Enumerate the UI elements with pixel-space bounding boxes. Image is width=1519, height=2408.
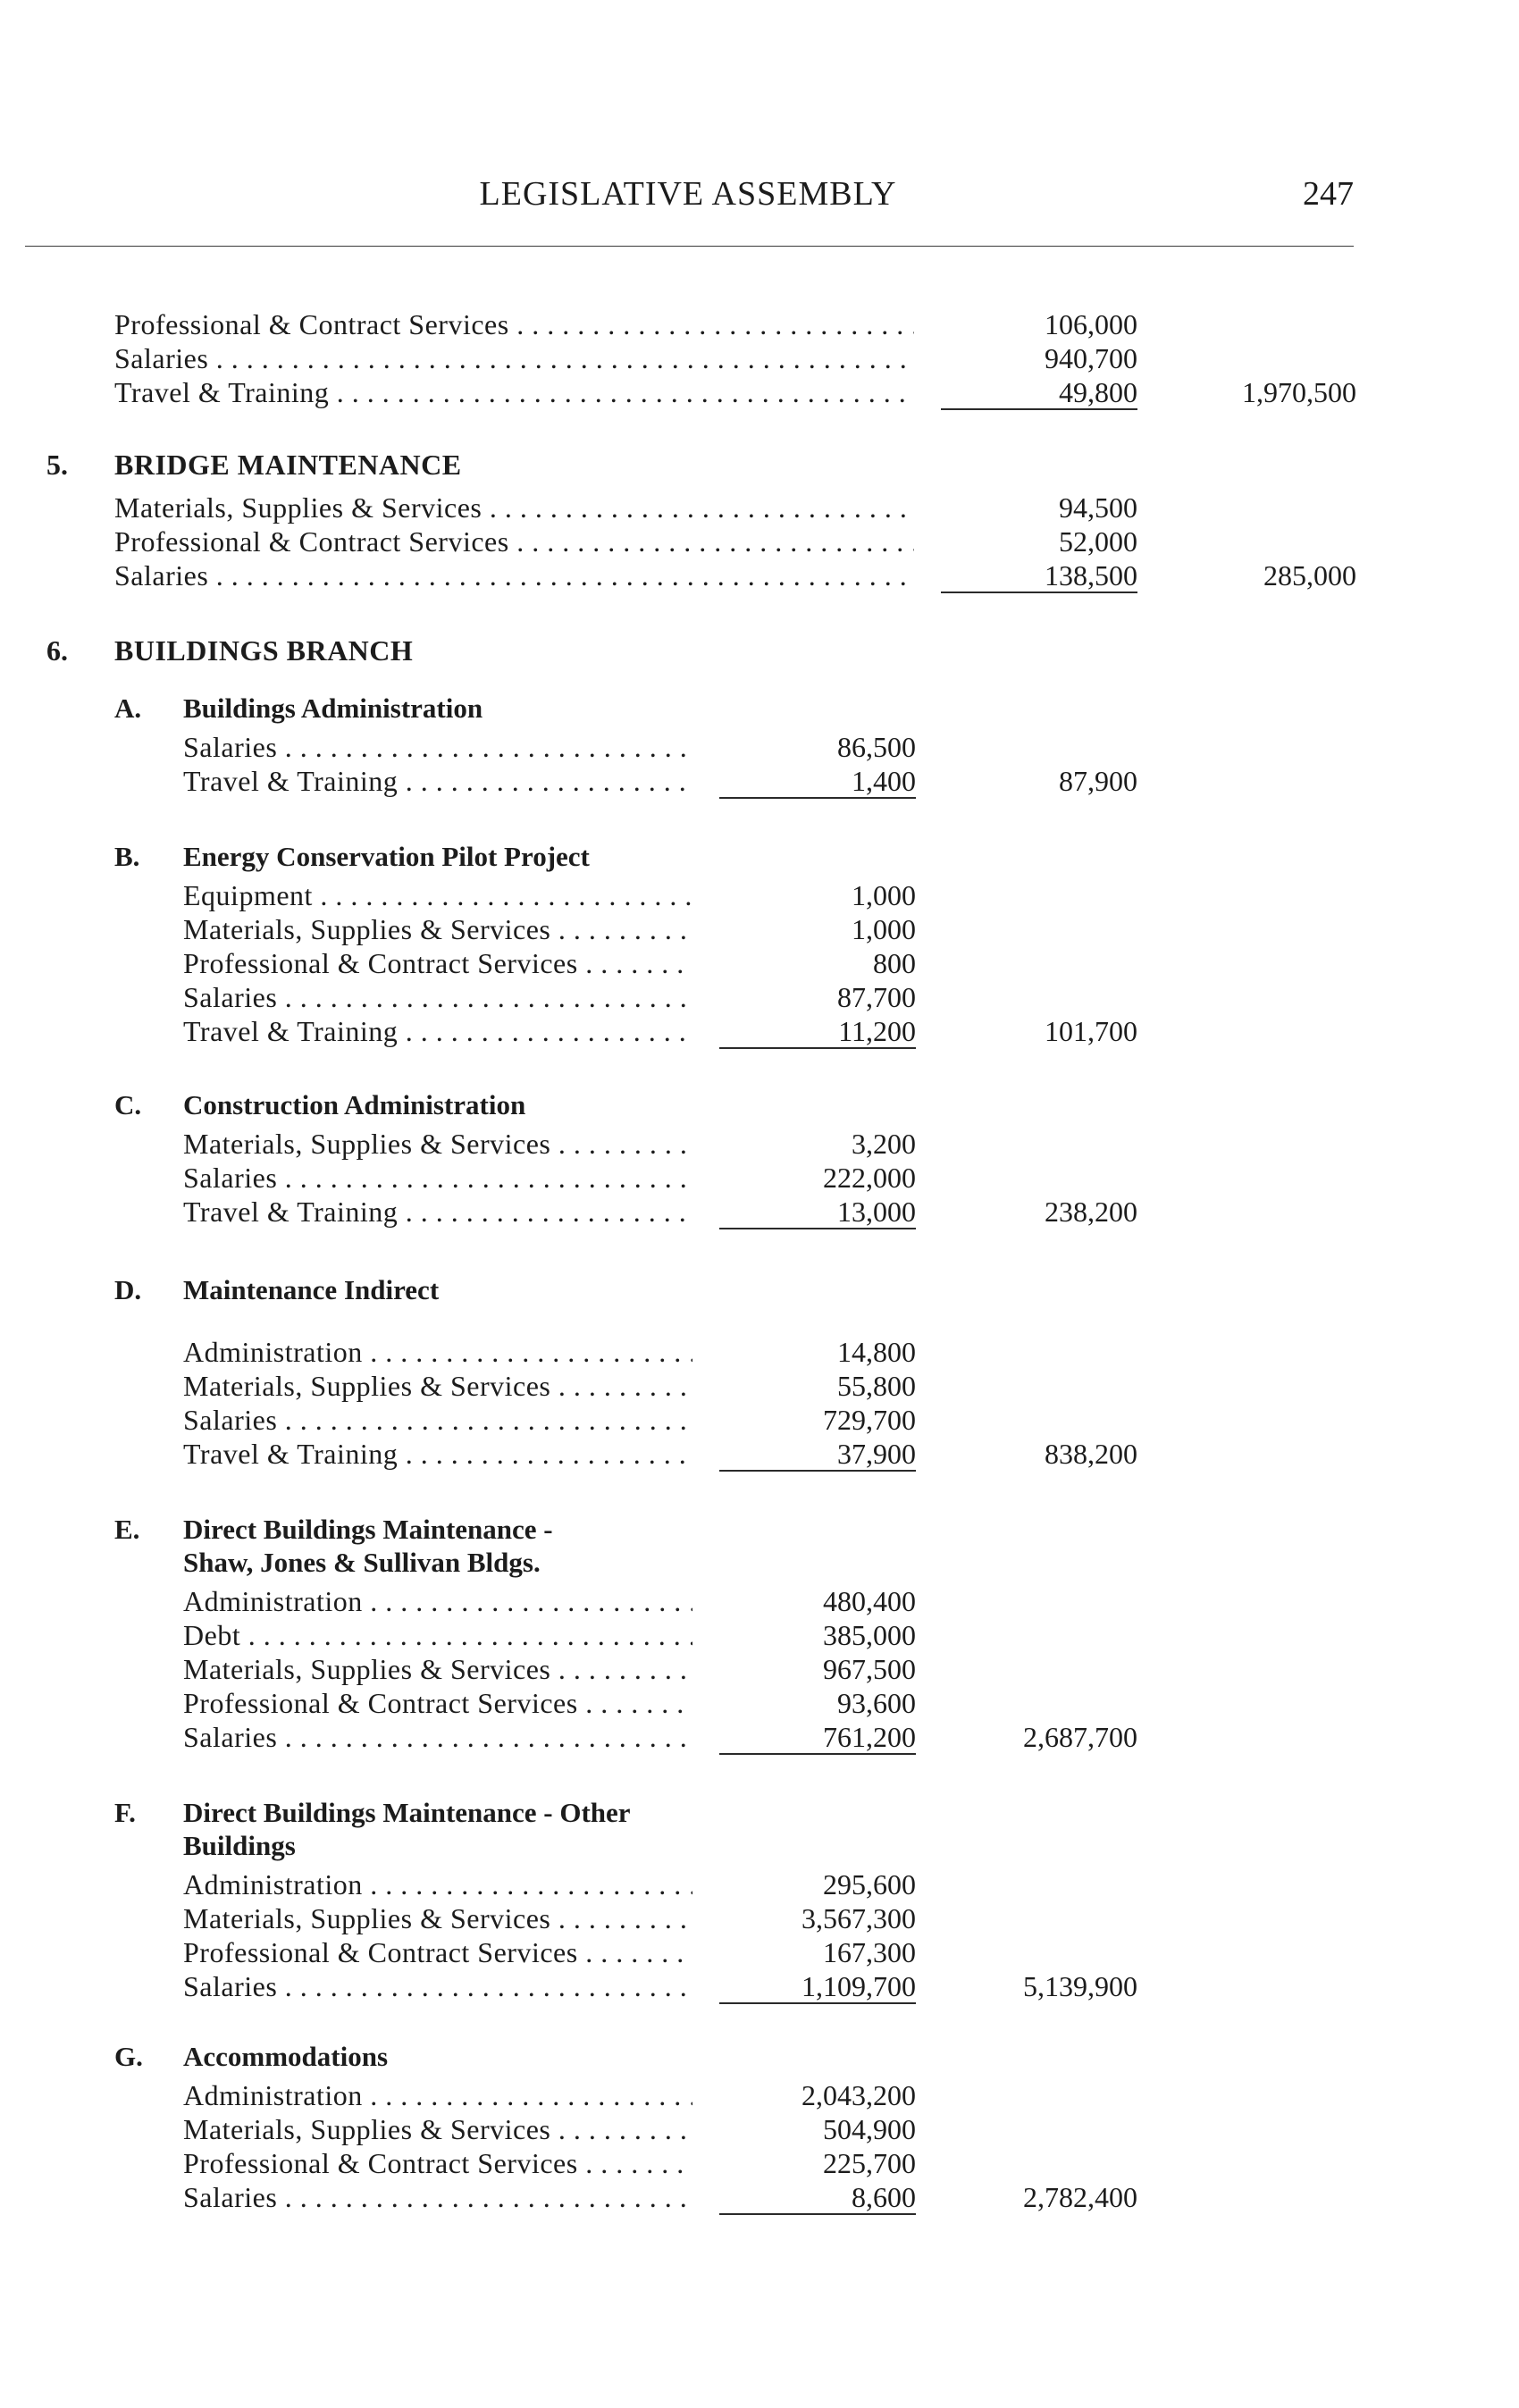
- line-item-label: Materials, Supplies & Services . . .: [183, 913, 692, 945]
- line-item-label: Salaries . . .: [114, 342, 914, 374]
- subsection-letter: B.: [114, 841, 140, 872]
- line-item: [0, 1370, 1519, 1402]
- subsection-letter: F.: [114, 1797, 136, 1828]
- line-item-label: Materials, Supplies & Services . . .: [183, 2113, 692, 2145]
- line-item-amount: 106,000: [1045, 308, 1137, 340]
- line-item: [0, 342, 1519, 374]
- line-item: [0, 525, 1519, 558]
- line-item-label: Professional & Contract Services . . .: [183, 1936, 692, 1968]
- line-item-amount: 940,700: [1045, 342, 1137, 374]
- line-item: [0, 879, 1519, 911]
- line-item-label: Travel & Training . . .: [183, 1196, 692, 1228]
- line-item-amount: 504,900: [823, 2113, 916, 2145]
- line-item-amount: 52,000: [1059, 525, 1137, 558]
- line-item-amount: 967,500: [823, 1653, 916, 1685]
- subsection-letter: C.: [114, 1089, 142, 1120]
- line-item: [0, 1687, 1519, 1719]
- line-item-amount: 49,800: [941, 376, 1137, 410]
- line-item: [0, 2181, 1519, 2213]
- line-item-amount: 94,500: [1059, 491, 1137, 524]
- line-item-amount: 225,700: [823, 2147, 916, 2179]
- line-item-amount: 1,000: [852, 913, 916, 945]
- subsection-heading: Accommodations: [183, 2041, 389, 2072]
- line-item-amount: 729,700: [823, 1404, 916, 1436]
- line-item: [0, 731, 1519, 763]
- line-item-label: Administration . . .: [183, 2079, 692, 2111]
- line-item-label: Salaries . . .: [183, 731, 692, 763]
- line-item-label: Salaries . . .: [183, 1404, 692, 1436]
- line-item-amount: 87,700: [837, 981, 916, 1013]
- line-item-label: Materials, Supplies & Services . . .: [183, 1902, 692, 1934]
- line-item-label: Debt . . .: [183, 1619, 692, 1651]
- line-item-label: Professional & Contract Services . . .: [183, 1687, 692, 1719]
- line-item: [0, 1162, 1519, 1194]
- line-item-label: Travel & Training . . .: [183, 765, 692, 797]
- page-number: 247: [1303, 175, 1354, 213]
- line-item: [0, 1196, 1519, 1228]
- subsection-total: 238,200: [1045, 1196, 1137, 1228]
- subsection-total: 101,700: [1045, 1015, 1137, 1047]
- header-rule: [25, 246, 1354, 247]
- line-item-amount: 3,200: [852, 1128, 916, 1160]
- line-item: [0, 559, 1519, 592]
- line-item-amount: 86,500: [837, 731, 916, 763]
- line-item: [0, 1336, 1519, 1368]
- line-item-label: Travel & Training . . .: [183, 1438, 692, 1470]
- subsection-heading: Buildings Administration: [183, 692, 483, 724]
- line-item-label: Equipment . . .: [183, 879, 692, 911]
- line-item-label: Travel & Training . . .: [183, 1015, 692, 1047]
- line-item: [0, 2113, 1519, 2145]
- line-item-amount: 800: [873, 947, 916, 979]
- line-item: [0, 1902, 1519, 1934]
- subsection-heading: [183, 1796, 701, 1862]
- line-item: [0, 1619, 1519, 1651]
- line-item-amount: 2,043,200: [801, 2079, 916, 2111]
- section-heading: BUILDINGS BRANCH: [114, 634, 414, 667]
- line-item-amount: 480,400: [823, 1585, 916, 1617]
- line-item: [0, 1721, 1519, 1753]
- line-item-amount: 13,000: [719, 1196, 916, 1229]
- subsection-letter: E.: [114, 1514, 140, 1545]
- line-item-amount: 37,900: [719, 1438, 916, 1472]
- line-item: [0, 1128, 1519, 1160]
- line-item-label: Materials, Supplies & Services . . .: [114, 491, 914, 524]
- line-item-label: Professional & Contract Services . . .: [183, 947, 692, 979]
- line-item-amount: 8,600: [719, 2181, 916, 2215]
- line-item-label: Salaries . . .: [114, 559, 914, 592]
- line-item-amount: 167,300: [823, 1936, 916, 1968]
- subsection-heading: [183, 1513, 701, 1579]
- subsection-heading-line: Direct Buildings Maintenance -: [183, 1514, 553, 1545]
- line-item-amount: 761,200: [719, 1721, 916, 1755]
- line-item: [0, 981, 1519, 1013]
- subsection-letter: A.: [114, 692, 142, 724]
- section-number: 6.: [46, 634, 68, 667]
- line-item: [0, 1585, 1519, 1617]
- subsection-total: 5,139,900: [1023, 1970, 1137, 2002]
- line-item: [0, 376, 1519, 408]
- subsection-heading: Maintenance Indirect: [183, 1274, 440, 1305]
- subsection-heading-line: Direct Buildings Maintenance - Other: [183, 1797, 631, 1828]
- section-heading: BRIDGE MAINTENANCE: [114, 449, 462, 481]
- subsection-total: 838,200: [1045, 1438, 1137, 1470]
- line-item-amount: 3,567,300: [801, 1902, 916, 1934]
- line-item: [0, 1970, 1519, 2002]
- line-item-label: Administration . . .: [183, 1336, 692, 1368]
- subsection-total: 87,900: [1059, 765, 1137, 797]
- line-item-amount: 55,800: [837, 1370, 916, 1402]
- line-item-amount: 1,000: [852, 879, 916, 911]
- line-item: [0, 1438, 1519, 1470]
- line-item: [0, 1653, 1519, 1685]
- line-item-amount: 295,600: [823, 1868, 916, 1900]
- line-item: [0, 2079, 1519, 2111]
- page-title: LEGISLATIVE ASSEMBLY: [479, 175, 897, 213]
- line-item-amount: 93,600: [837, 1687, 916, 1719]
- subsection-heading-line: Shaw, Jones & Sullivan Bldgs.: [183, 1547, 541, 1578]
- line-item-label: Professional & Contract Services . . .: [183, 2147, 692, 2179]
- subsection-heading: Energy Conservation Pilot Project: [183, 841, 590, 872]
- line-item-amount: 385,000: [823, 1619, 916, 1651]
- section-number: 5.: [46, 449, 68, 481]
- line-item-label: Administration . . .: [183, 1585, 692, 1617]
- line-item-label: Professional & Contract Services . . .: [114, 308, 914, 340]
- line-item: [0, 913, 1519, 945]
- line-item-label: Salaries . . .: [183, 2181, 692, 2213]
- line-item-amount: 14,800: [837, 1336, 916, 1368]
- line-item-label: Salaries . . .: [183, 1162, 692, 1194]
- line-item-label: Materials, Supplies & Services . . .: [183, 1370, 692, 1402]
- line-item-amount: 1,109,700: [719, 1970, 916, 2004]
- line-item-amount: 11,200: [719, 1015, 916, 1049]
- line-item: [0, 1015, 1519, 1047]
- subsection-letter: D.: [114, 1274, 142, 1305]
- line-item: [0, 765, 1519, 797]
- subsection-letter: G.: [114, 2041, 143, 2072]
- subsection-heading-line: Buildings: [183, 1830, 296, 1861]
- line-item: [0, 2147, 1519, 2179]
- line-item-label: Administration . . .: [183, 1868, 692, 1900]
- line-item-amount: 222,000: [823, 1162, 916, 1194]
- section-total: 285,000: [1263, 559, 1356, 592]
- line-item-label: Salaries . . .: [183, 981, 692, 1013]
- line-item: [0, 1404, 1519, 1436]
- line-item: [0, 491, 1519, 524]
- line-item-amount: 1,400: [719, 765, 916, 799]
- line-item: [0, 1936, 1519, 1968]
- subsection-heading: Construction Administration: [183, 1089, 526, 1120]
- line-item-label: Materials, Supplies & Services . . .: [183, 1653, 692, 1685]
- subsection-total: 2,782,400: [1023, 2181, 1137, 2213]
- subsection-total: 2,687,700: [1023, 1721, 1137, 1753]
- line-item-label: Travel & Training . . .: [114, 376, 914, 408]
- line-item-label: Salaries . . .: [183, 1970, 692, 2002]
- line-item-label: Materials, Supplies & Services . . .: [183, 1128, 692, 1160]
- line-item: [0, 947, 1519, 979]
- line-item-amount: 138,500: [941, 559, 1137, 593]
- line-item: [0, 308, 1519, 340]
- section-total: 1,970,500: [1242, 376, 1356, 408]
- line-item-label: Salaries . . .: [183, 1721, 692, 1753]
- line-item-label: Professional & Contract Services . . .: [114, 525, 914, 558]
- line-item: [0, 1868, 1519, 1900]
